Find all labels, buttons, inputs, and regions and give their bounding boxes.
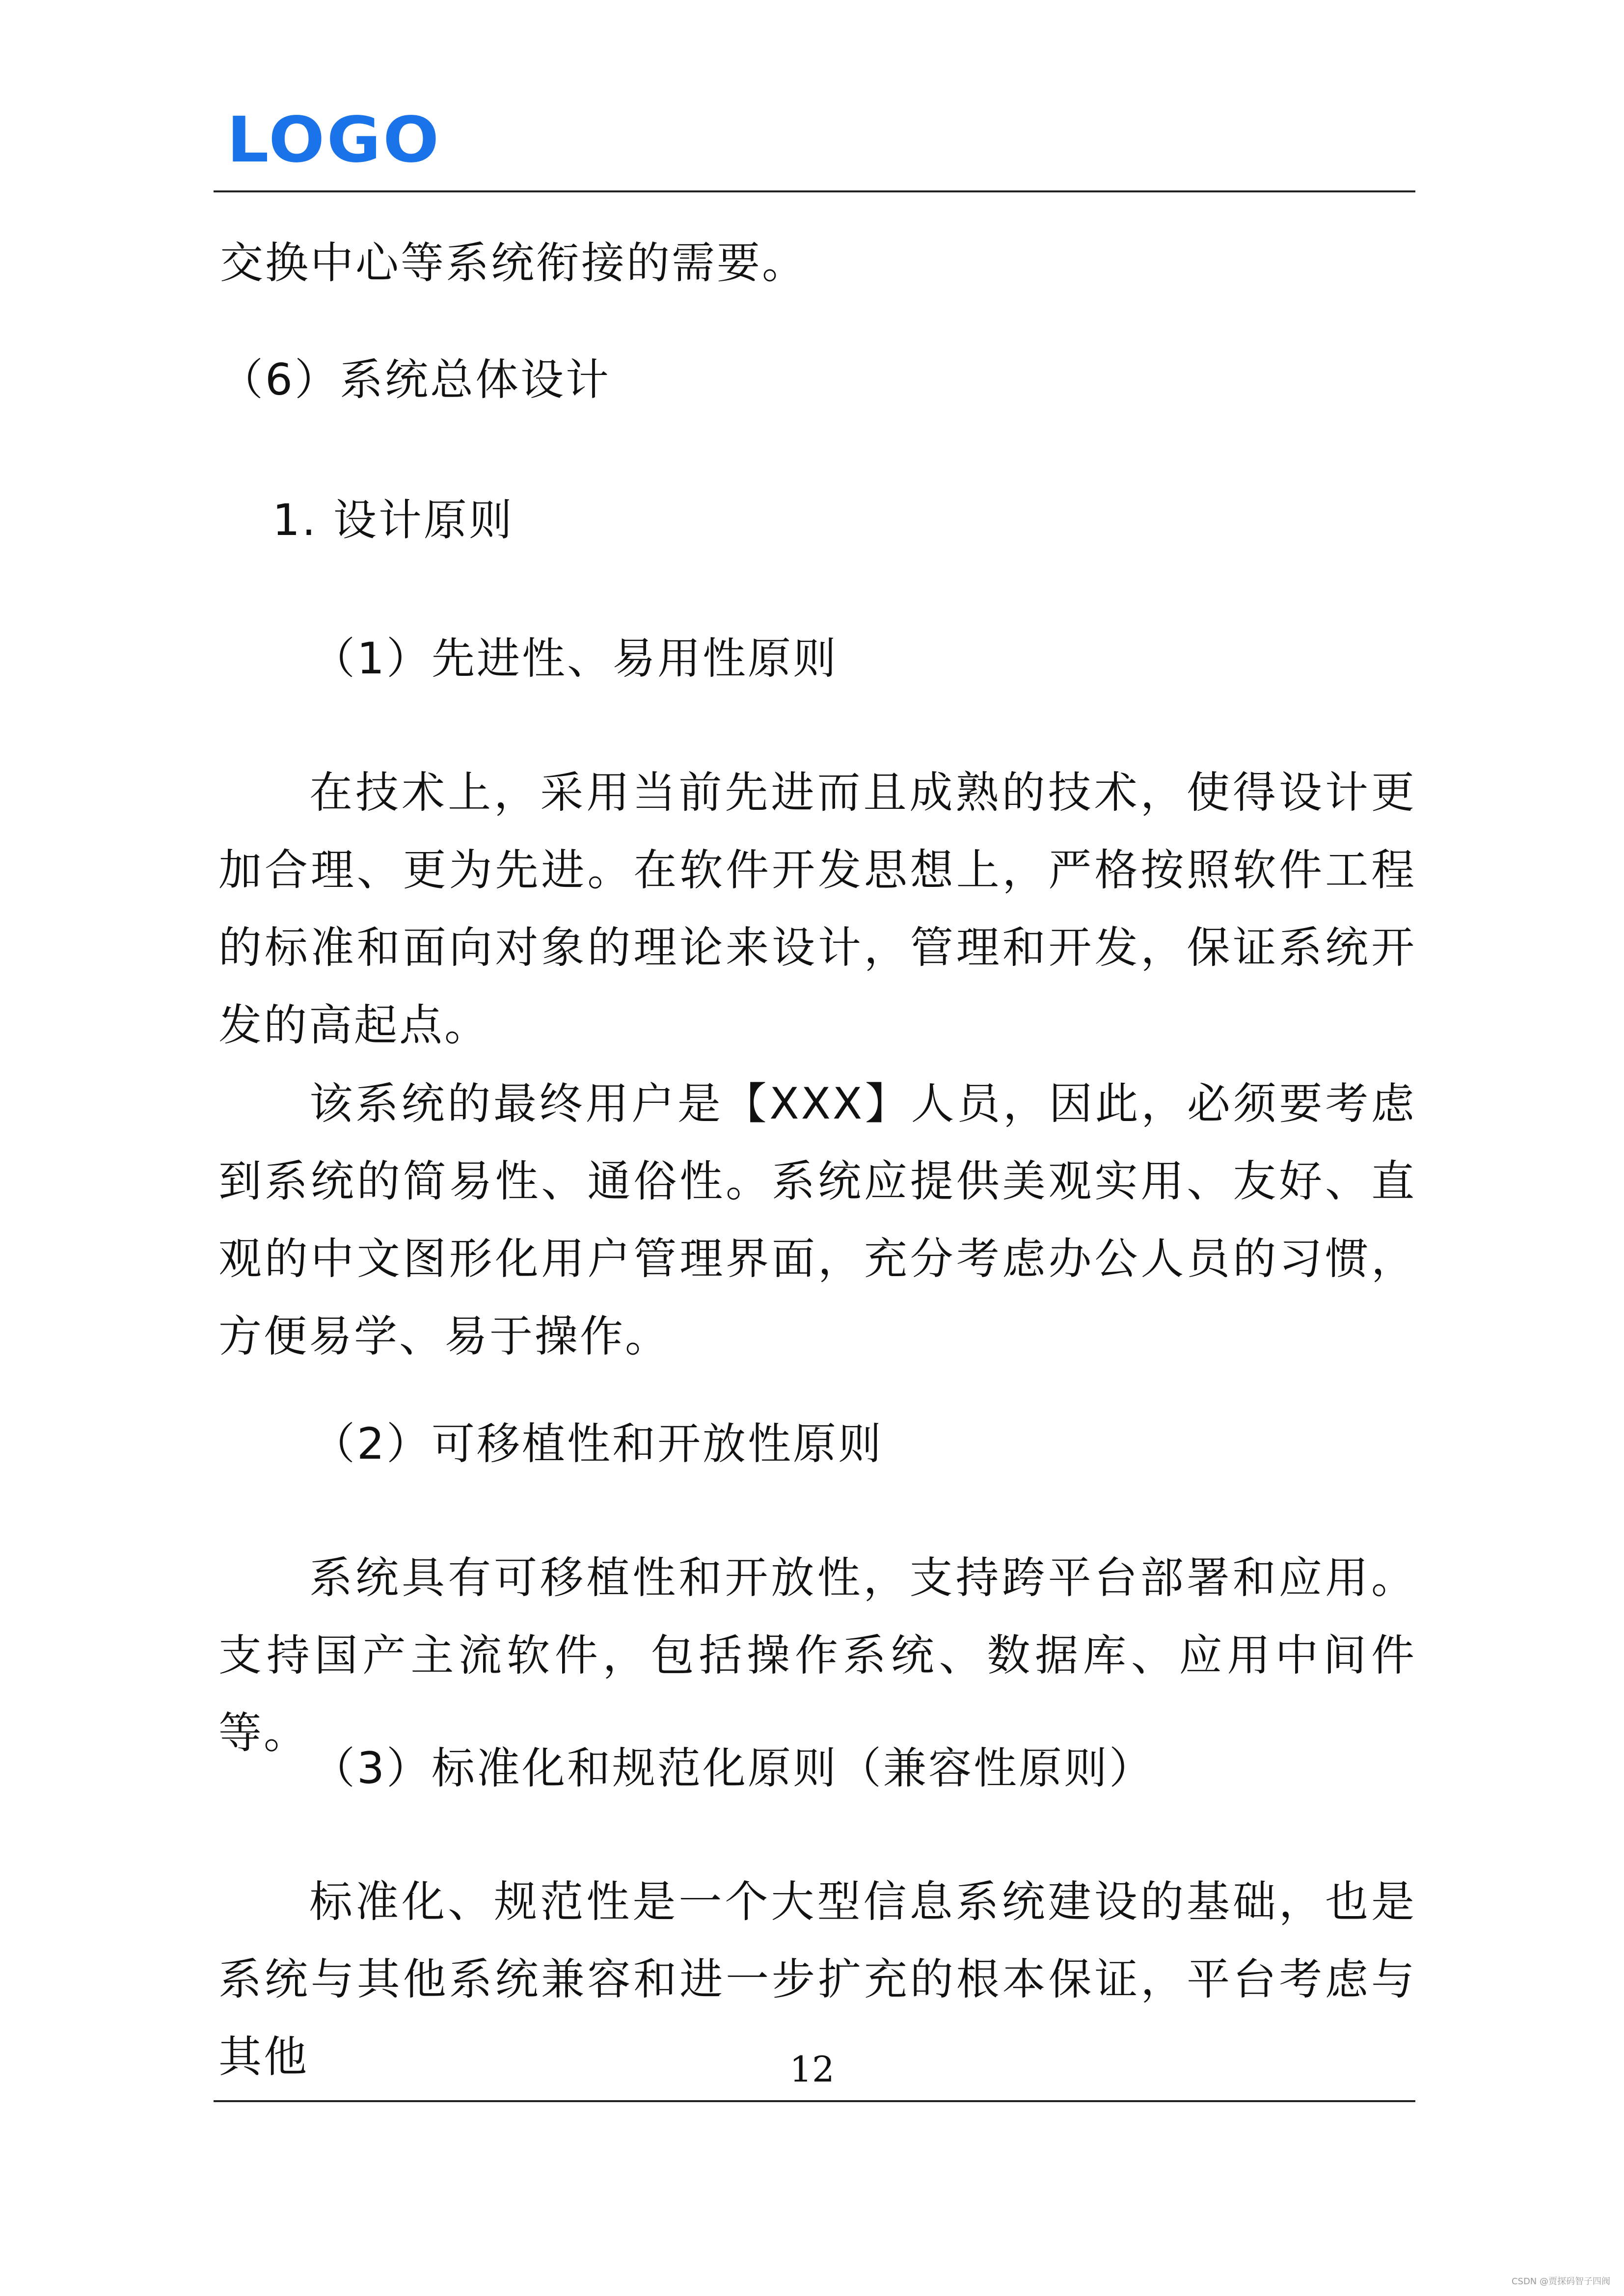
footer-divider — [214, 2100, 1415, 2102]
section-title: （6）系统总体设计 — [220, 354, 611, 405]
continuation-line: 交换中心等系统衔接的需要。 — [220, 238, 808, 288]
subheading-advanced-usability: （1）先进性、易用性原则 — [312, 633, 838, 684]
header-divider — [214, 190, 1415, 192]
heading-design-principles: 1. 设计原则 — [272, 495, 514, 545]
paragraph-technology: 在技术上，采用当前先进而且成熟的技术，使得设计更加合理、更为先进。在软件开发思想上，严格按照软件工程的标准和面向对象的理论来设计，管理和开发，保证系统开发的高起点。 — [218, 767, 1416, 1050]
page-number: 12 — [789, 2049, 835, 2090]
logo: LOGO — [227, 104, 441, 177]
paragraph-standardization: 标准化、规范性是一个大型信息系统建设的基础，也是系统与其他系统兼容和进一步扩充的根本保证，平台考虑与其他 — [218, 1876, 1416, 2082]
subheading-standardization: （3）标准化和规范化原则（兼容性原则） — [312, 1743, 1154, 1793]
subheading-portability-openness: （2）可移植性和开放性原则 — [312, 1418, 883, 1469]
paragraph-portability: 系统具有可移植性和开放性，支持跨平台部署和应用。支持国产主流软件，包括操作系统、数据库、应用中间件等。 — [218, 1552, 1416, 1758]
paragraph-end-users: 该系统的最终用户是【XXX】人员，因此，必须要考虑到系统的简易性、通俗性。系统应提供美观实用、友好、直观的中文图形化用户管理界面，充分考虑办公人员的习惯，方便易学、易于操作。 — [218, 1078, 1416, 1362]
watermark: CSDN @贾探码智子四阀 — [1511, 2276, 1610, 2287]
